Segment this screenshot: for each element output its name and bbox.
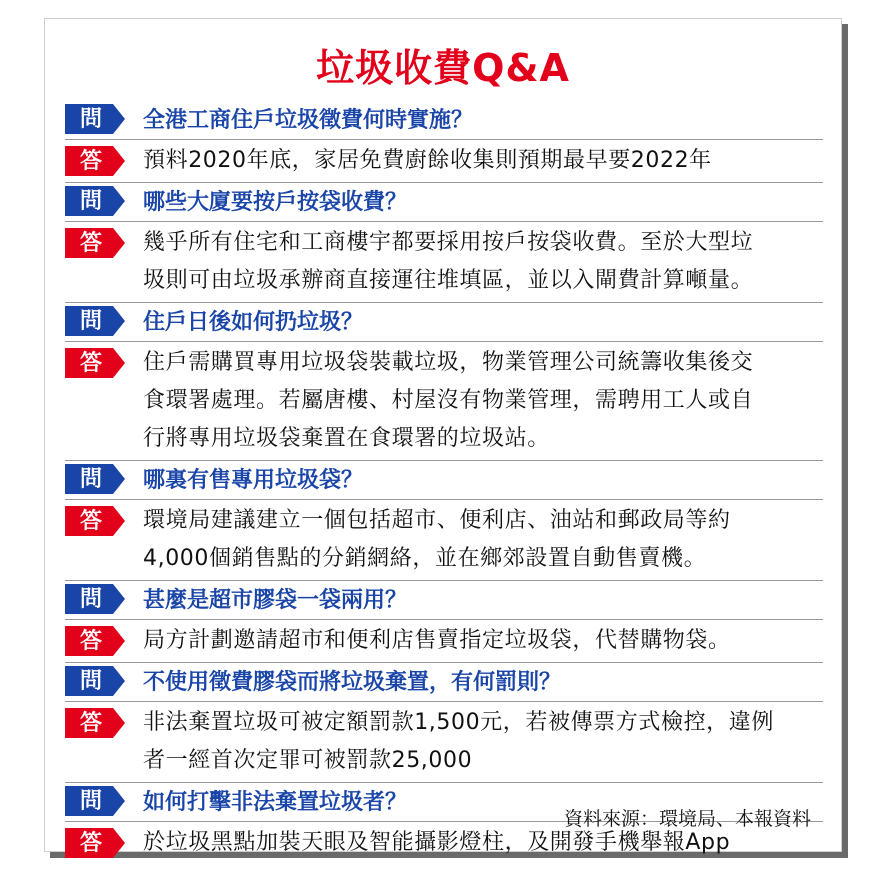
question-row (65, 663, 823, 702)
answer-badge (65, 828, 133, 858)
answer-line: 行將專用垃圾袋棄置在食環署的垃圾站。 (143, 426, 550, 451)
answer-line: 圾則可由垃圾承辦商直接運往堆填區，並以入閘費計算噸量。 (143, 268, 754, 293)
answer-badge-label: 答 (79, 710, 102, 736)
qa-list (65, 101, 823, 864)
question-text: 哪裏有售專用垃圾袋？ (143, 467, 364, 493)
question-badge (65, 104, 133, 134)
question-text: 全港工商住戶垃圾徵費何時實施？ (143, 107, 474, 133)
answer-badge-label: 答 (79, 628, 102, 654)
question-badge (65, 186, 133, 216)
question-row (65, 101, 823, 140)
answer-badge (65, 348, 133, 378)
qa-card (44, 18, 842, 856)
question-badge (65, 306, 133, 336)
page-title: 垃圾收費Q&A (316, 46, 570, 90)
answer-line: 住戶需購買專用垃圾袋裝載垃圾，物業管理公司統籌收集後交 (143, 350, 754, 375)
question-row (65, 183, 823, 222)
answer-text (143, 344, 823, 458)
answer-line: 局方計劃邀請超市和便利店售賣指定垃圾袋，代替購物袋。 (143, 628, 731, 653)
answer-row (65, 620, 823, 663)
question-badge (65, 786, 133, 816)
question-row (65, 303, 823, 342)
answer-badge-label: 答 (79, 830, 102, 856)
answer-row (65, 222, 823, 303)
answer-line: 食環署處理。若屬唐樓、村屋沒有物業管理，需聘用工人或自 (143, 388, 754, 413)
question-text: 如何打擊非法棄置垃圾者？ (143, 789, 408, 815)
answer-line: 環境局建議建立一個包括超市、便利店、油站和郵政局等約 (143, 508, 731, 533)
answer-row (65, 140, 823, 183)
question-badge-label: 問 (79, 586, 102, 612)
answer-badge-label: 答 (79, 350, 102, 376)
answer-badge-label: 答 (79, 148, 102, 174)
question-badge (65, 666, 133, 696)
answer-badge (65, 228, 133, 258)
question-badge-label: 問 (79, 188, 102, 214)
answer-badge (65, 708, 133, 738)
answer-badge-label: 答 (79, 230, 102, 256)
answer-line: 幾乎所有住宅和工商樓宇都要採用按戶按袋收費。至於大型垃 (143, 230, 754, 255)
answer-text (143, 502, 823, 578)
answer-row (65, 500, 823, 581)
answer-line: 者一經首次定罪可被罰款25,000 (143, 748, 473, 773)
question-badge-label: 問 (79, 106, 102, 132)
answer-text (143, 704, 823, 780)
question-badge (65, 584, 133, 614)
answer-text (143, 622, 823, 660)
question-badge-label: 問 (79, 466, 102, 492)
question-text: 不使用徵費膠袋而將垃圾棄置，有何罰則？ (143, 669, 562, 695)
question-text: 住戶日後如何扔垃圾？ (143, 309, 364, 335)
question-badge (65, 464, 133, 494)
answer-text (143, 224, 823, 300)
answer-badge (65, 626, 133, 656)
question-badge-label: 問 (79, 308, 102, 334)
question-text: 哪些大廈要按戶按袋收費？ (143, 189, 408, 215)
question-row (65, 581, 823, 620)
answer-badge (65, 146, 133, 176)
answer-line: 4,000個銷售點的分銷網絡，並在鄉郊設置自動售賣機。 (143, 546, 707, 571)
answer-badge-label: 答 (79, 508, 102, 534)
question-badge-label: 問 (79, 788, 102, 814)
source-note: 資料來源：環境局、本報資料 (563, 808, 811, 830)
answer-row (65, 702, 823, 783)
answer-line: 於垃圾黑點加裝天眼及智能攝影燈柱，及開發手機舉報App (143, 830, 731, 855)
question-text: 甚麼是超市膠袋一袋兩用？ (143, 587, 408, 613)
question-row (65, 461, 823, 500)
answer-row (65, 342, 823, 461)
answer-badge (65, 506, 133, 536)
answer-line: 非法棄置垃圾可被定額罰款1,500元，若被傳票方式檢控，違例 (143, 710, 774, 735)
answer-text (143, 142, 823, 180)
question-badge-label: 問 (79, 668, 102, 694)
answer-line: 預料2020年底，家居免費廚餘收集則預期最早要2022年 (143, 148, 712, 173)
